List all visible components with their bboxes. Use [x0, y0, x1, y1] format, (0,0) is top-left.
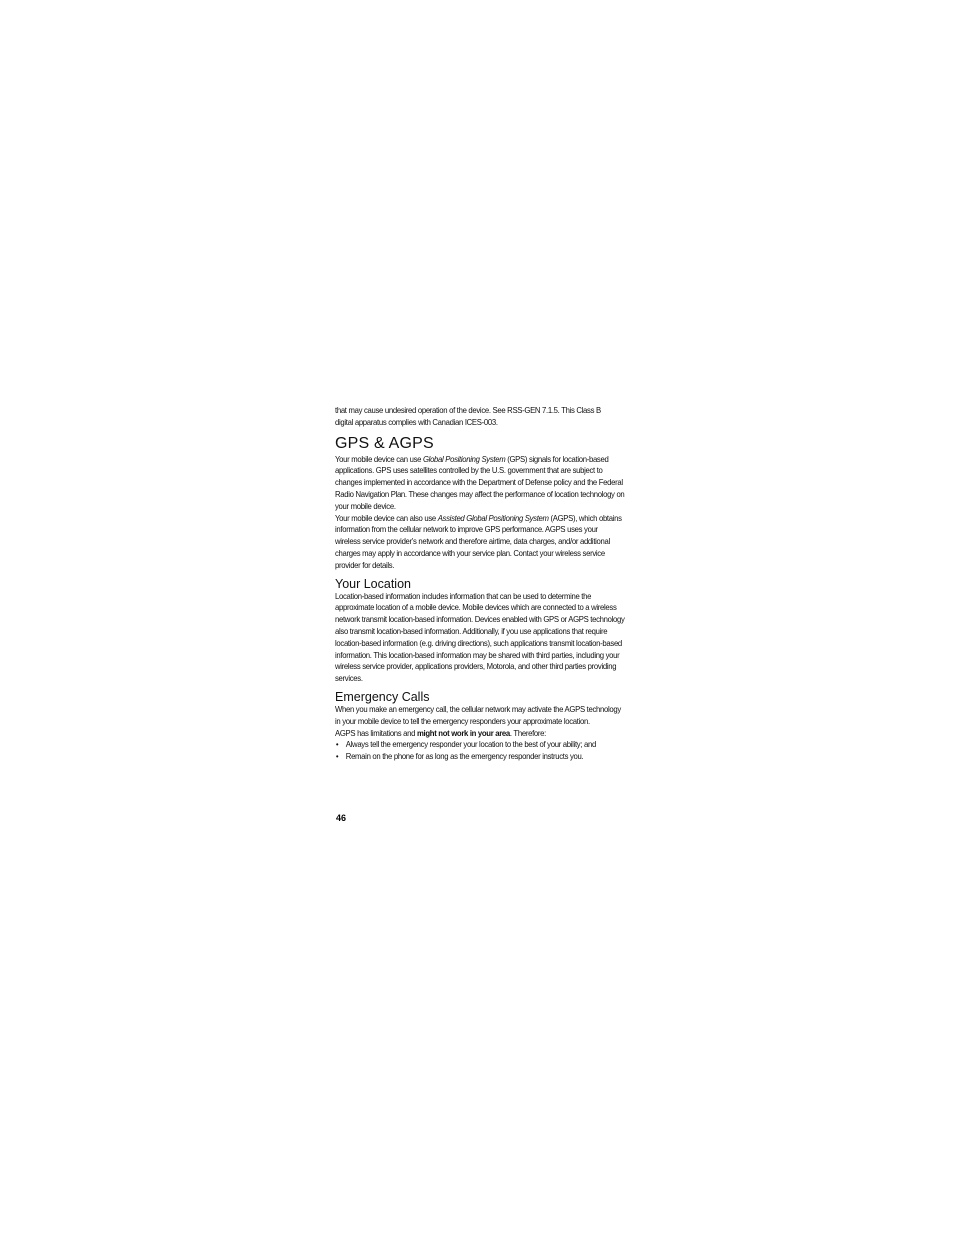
gps-p1-text-a: Your mobile device can use: [335, 453, 423, 464]
page-number: 46: [336, 813, 347, 823]
gps-paragraph-1: [335, 454, 625, 513]
bullet-text: Remain on the phone for as long as the emergency responder instructs you.: [345, 751, 584, 762]
gps-section-title: GPS & AGPS: [335, 434, 434, 452]
gps-p2-text-a: Your mobile device can also use: [335, 512, 438, 523]
list-item: [335, 739, 625, 751]
emergency-bullet-list: [335, 739, 625, 763]
location-paragraph: Location-based information includes information that can be used to determine the approximate location of a mobile device. Mobile devices which are connected to a wireless network transmit location-based information. Devices enabled with GPS or AGPS technology also transmit location-based information. Additionally, if you use applications that require location-based information (e.g. driving directions), such applications transmit location-based information. This location-based information may be shared with third parties, including your wireless service provider, applications providers, Motorola, and other third parties providing services.: [335, 590, 625, 684]
manual-page-content: [335, 405, 625, 763]
emergency-p2-text-a: AGPS has limitations and: [335, 727, 417, 738]
gps-p2-text-b: (AGPS), which obtains information from the cellular network to improve GPS performance. AGPS uses your wireless service provider's network and therefore airtime, data charges, and/or additional charges may apply in accordance with your service plan. Contact your wireless service provider for details.: [335, 512, 622, 570]
emergency-paragraph-2: [335, 728, 625, 740]
location-section-title: Your Location: [335, 576, 411, 591]
intro-line-1: that may cause undesired operation of the device. See RSS-GEN 7.1.5. This Class B: [335, 405, 601, 415]
bullet-text: Always tell the emergency responder your location to the best of your ability; and: [345, 739, 596, 750]
emergency-warning-bold: might not work in your area: [416, 727, 510, 738]
gps-p1-text-b: (GPS) signals for location-based applications. GPS uses satellites controlled by the U.S. government that are subject to changes implemented in accordance with the Department of Defense policy and the Federal Radio Navigation Plan. These changes may affect the performance of location technology on your mobile device.: [335, 453, 625, 511]
list-item: [335, 751, 625, 763]
emergency-section-title: Emergency Calls: [335, 689, 430, 704]
intro-line-2: digital apparatus complies with Canadian ICES-003.: [335, 416, 498, 427]
bullet-icon: •: [335, 739, 339, 750]
emergency-p2-text-b: . Therefore:: [509, 727, 546, 738]
gps-paragraph-2: [335, 513, 625, 572]
gps-term: Global Positioning System: [422, 453, 506, 464]
intro-paragraph: [335, 405, 625, 429]
agps-term: Assisted Global Positioning System: [437, 512, 549, 523]
emergency-paragraph-1: When you make an emergency call, the cellular network may activate the AGPS technology in your mobile device to tell the emergency responders your approximate location.: [335, 703, 621, 726]
bullet-icon: •: [335, 751, 339, 762]
